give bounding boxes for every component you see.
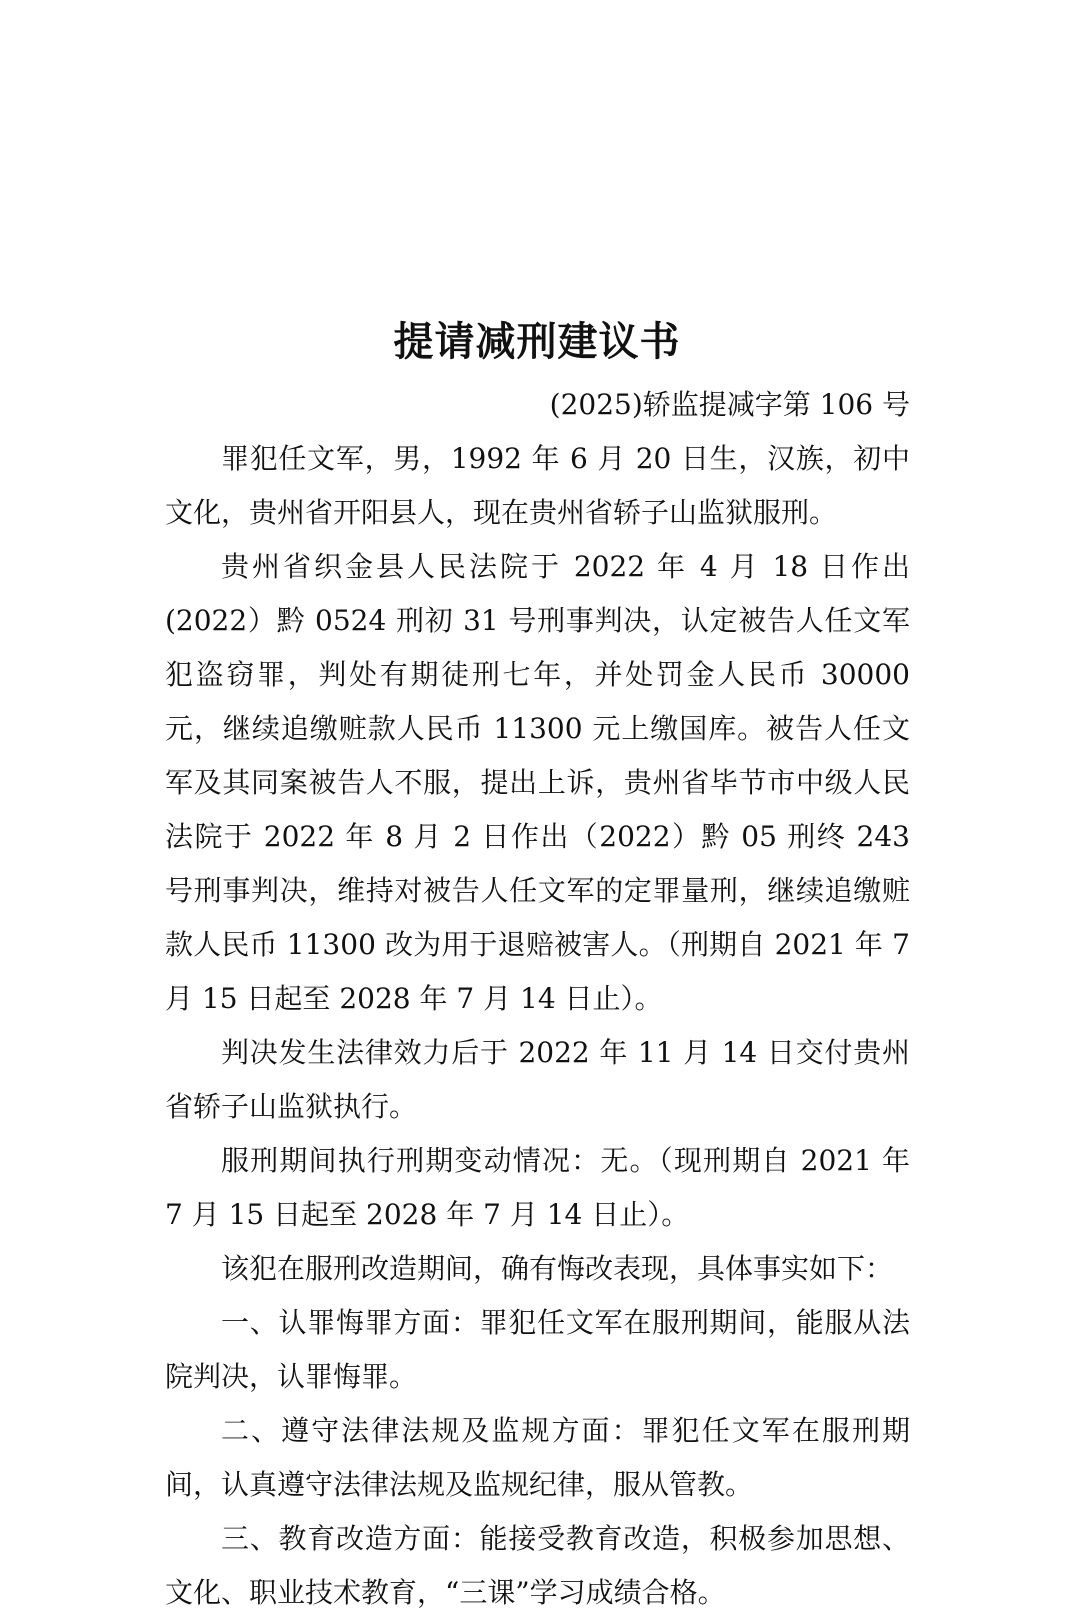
paragraph-criminal-info: 罪犯任文军，男，1992 年 6 月 20 日生，汉族，初中文化，贵州省开阳县人，现在贵州省轿子山监狱服刑。 — [165, 442, 910, 529]
document-number: (2025)轿监提减字第 106 号 — [549, 388, 910, 421]
paragraph-repentance-intro: 该犯在服刑改造期间，确有悔改表现，具体事实如下： — [221, 1252, 894, 1285]
paragraph-judgment: 贵州省织金县人民法院于 2022 年 4 月 18 日作出(2022）黔 0524 刑初 31 号刑事判决，认定被告人任文军犯盗窃罪，判处有期徒刑七年，并处罚金人民币 30000 元，继续追缴赃款人民币 11300 元上缴国库。被告人任文军及其同案被告人不服，提出上诉，贵州省毕节市中级人民法院于 2022 年 8 月 2 日作出（2022）黔 05 刑终 243 号刑事判决，维持对被告人任文军的定罪量刑，继续追缴赃款人民币 11300 改为用于退赔被害人。（刑期自 2021 年 7 月 15 日起至 2028 年 7 月 14 日止）。 — [165, 550, 910, 1015]
paragraph-point-1: 一、认罪悔罪方面：罪犯任文军在服刑期间，能服从法院判决，认罪悔罪。 — [165, 1306, 910, 1393]
document-title: 提请减刑建议书 — [393, 318, 681, 365]
paragraph-point-2: 二、遵守法律法规及监规方面：罪犯任文军在服刑期间，认真遵守法律法规及监规纪律，服从管教。 — [165, 1414, 910, 1501]
paragraph-execution: 判决发生法律效力后于 2022 年 11 月 14 日交付贵州省轿子山监狱执行。 — [165, 1036, 910, 1123]
document-body — [165, 432, 910, 1620]
paragraph-sentence-change: 服刑期间执行刑期变动情况：无。（现刑期自 2021 年 7 月 15 日起至 2028 年 7 月 14 日止）。 — [165, 1144, 910, 1231]
paragraph-point-3: 三、教育改造方面：能接受教育改造，积极参加思想、文化、职业技术教育，“三课”学习成绩合格。 — [165, 1522, 910, 1609]
